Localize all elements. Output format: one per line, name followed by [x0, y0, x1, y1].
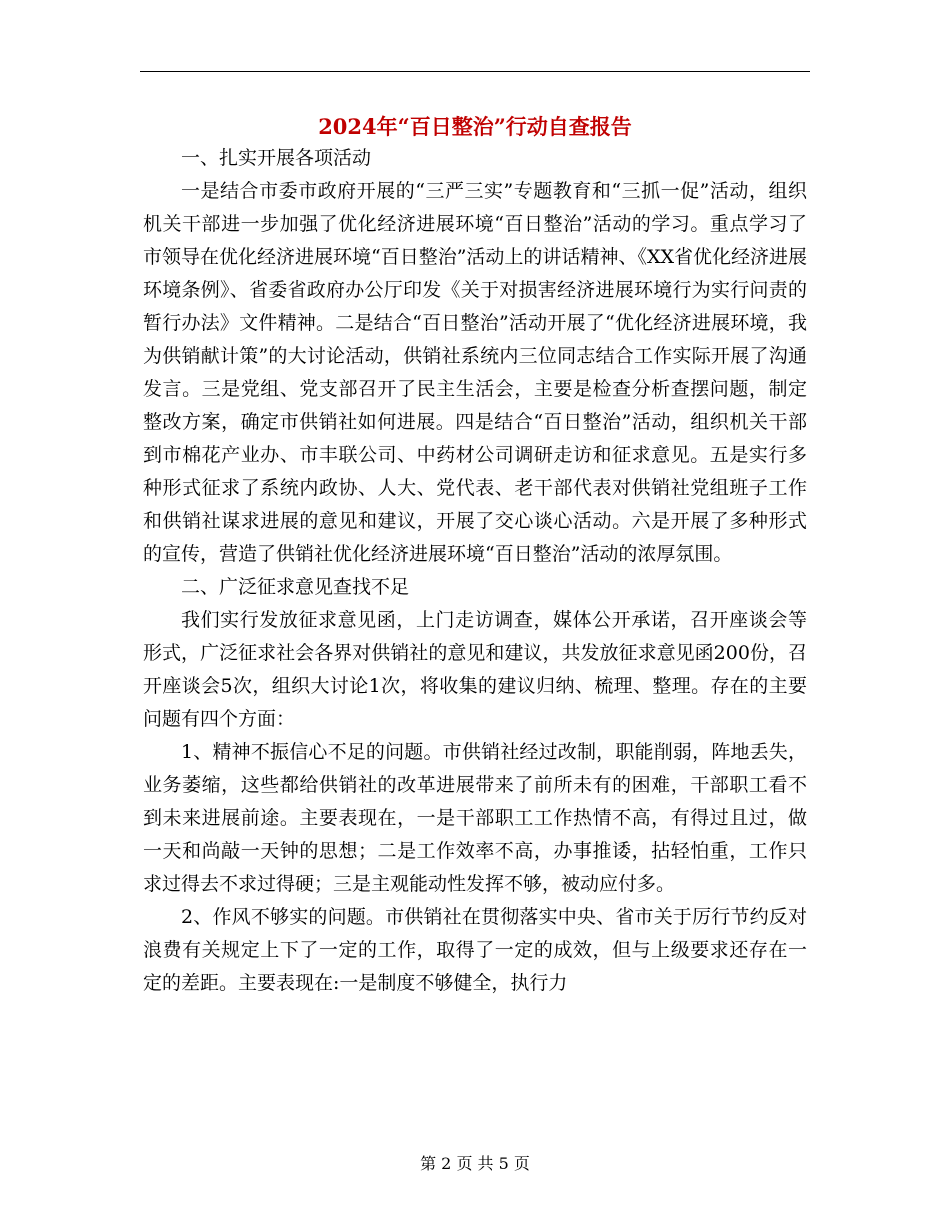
body-paragraph: 2、作风不够实的问题。市供销社在贯彻落实中央、省市关于厉行节约反对浪费有关规定上下了一定的工作，取得了一定的成效，但与上级要求还存在一定的差距。主要表现在:一是制度不够健全，执行力 [143, 906, 807, 994]
body-paragraph: 我们实行发放征求意见函，上门走访调查，媒体公开承诺，召开座谈会等形式，广泛征求社会各界对供销社的意见和建议，共发放征求意见函200份，召开座谈会5次，组织大讨论1次，将收集的建议归纳、梳理、整理。存在的主要问题有四个方面： [143, 609, 807, 730]
page-number-footer: 第 2 页 共 5 页 [420, 1154, 530, 1173]
section-heading-1: 一、扎实开展各项活动 [181, 147, 372, 169]
document-body [143, 142, 807, 1000]
document-title: 2024年“百日整治”行动自查报告 [318, 114, 632, 139]
header-rule [140, 71, 810, 72]
section-heading-2: 二、广泛征求意见查找不足 [181, 576, 410, 598]
body-paragraph: 一是结合市委市政府开展的“三严三实”专题教育和“三抓一促”活动，组织机关干部进一步加强了优化经济进展环境“百日整治”活动的学习。重点学习了市领导在优化经济进展环境“百日整治”活动上的讲话精神、《XX省优化经济进展环境条例》、省委省政府办公厅印发《关于对损害经济进展环境行为实行问责的暂行办法》文件精神。二是结合“百日整治”活动开展了“优化经济进展环境，我为供销献计策”的大讨论活动，供销社系统内三位同志结合工作实际开展了沟通发言。三是党组、党支部召开了民主生活会，主要是检查分析查摆问题，制定整改方案，确定市供销社如何进展。四是结合“百日整治”活动，组织机关干部到市棉花产业办、市丰联公司、中药材公司调研走访和征求意见。五是实行多种形式征求了系统内政协、人大、党代表、老干部代表对供销社党组班子工作和供销社谋求进展的意见和建议，开展了交心谈心活动。六是开展了多种形式的宣传，营造了供销社优化经济进展环境“百日整治”活动的浓厚氛围。 [143, 180, 807, 565]
body-paragraph: 1、精神不振信心不足的问题。市供销社经过改制，职能削弱，阵地丢失，业务萎缩，这些都给供销社的改革进展带来了前所未有的困难，干部职工看不到未来进展前途。主要表现在，一是干部职工工作热情不高，有得过且过，做一天和尚敲一天钟的思想；二是工作效率不高，办事推诿，拈轻怕重，工作只求过得去不求过得硬；三是主观能动性发挥不够，被动应付多。 [143, 741, 807, 895]
